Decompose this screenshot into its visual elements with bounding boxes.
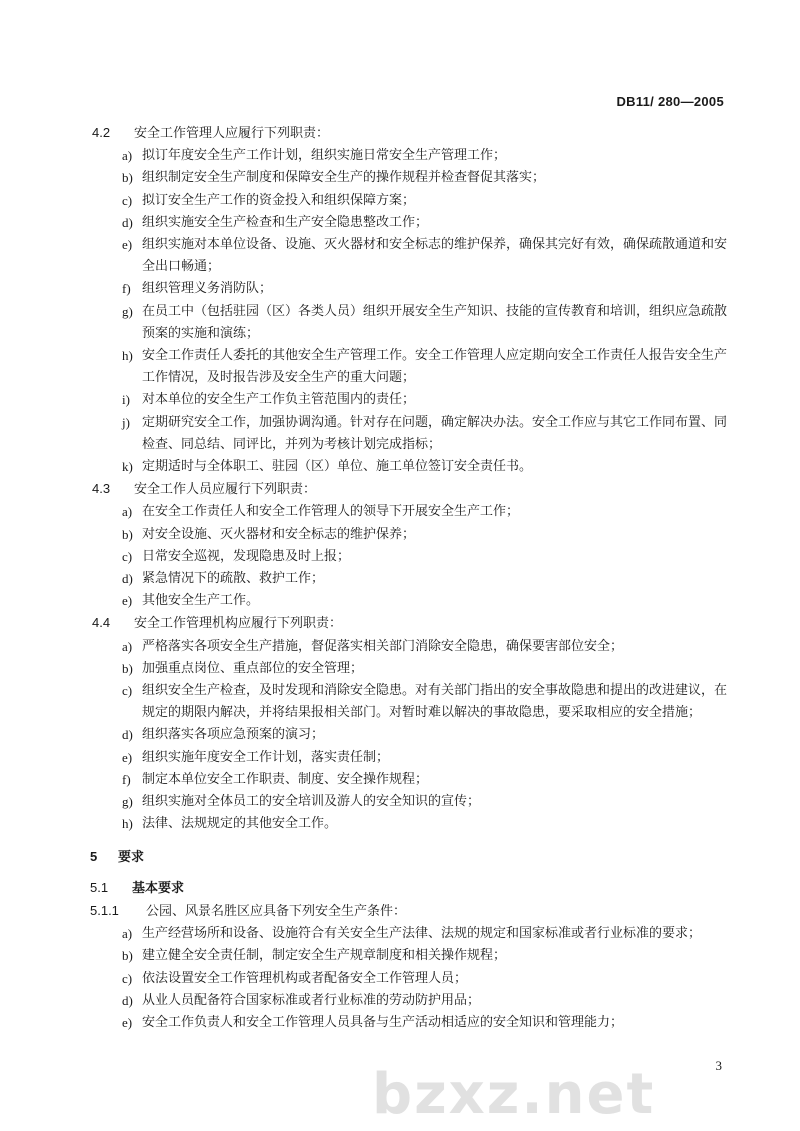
clause-number: 4.2 [92, 125, 111, 140]
list-item: i) 对本单位的安全生产工作负主管范围内的责任； [122, 392, 416, 408]
document-body [90, 122, 730, 1034]
clause-heading [90, 478, 730, 501]
standard-code: DB11/ 280—2005 [616, 94, 724, 109]
subsection-heading [90, 877, 730, 900]
list-item: c) 依法设置安全工作管理机构或者配备安全工作管理人员； [122, 970, 468, 986]
list-item: a) 严格落实各项安全生产措施，督促落实相关部门消除安全隐患，确保要害部位安全； [122, 638, 624, 654]
clause-heading [90, 612, 730, 635]
list-item: b) 建立健全安全责任制，制定安全生产规章制度和相关操作规程； [122, 948, 507, 964]
section-title: 要求 [118, 849, 145, 865]
section-heading [90, 846, 730, 869]
list-item: b) 组织制定安全生产制度和保障安全生产的操作规程并检查督促其落实； [122, 170, 546, 186]
list-item: h) 法律、法规规定的其他安全工作。 [122, 816, 338, 832]
subsection-number: 5.1 [90, 879, 109, 895]
list-item: d) 组织落实各项应急预案的演习； [122, 727, 325, 743]
list-item: g) 在员工中（包括驻园（区）各类人员）组织开展安全生产知识、技能的宣传教育和培训，组织应急疏散预案的实施和演练； [122, 303, 728, 341]
list-4-3 [90, 501, 730, 612]
clause-title: 安全工作人员应履行下列职责： [134, 482, 317, 498]
list-item: h) 安全工作责任人委托的其他安全生产管理工作。安全工作管理人应定期向安全工作责任人报告安全生产工作情况，及时报告涉及安全生产的重大问题； [122, 348, 728, 386]
section-number: 5 [90, 848, 98, 864]
watermark: bzxz.net [372, 1062, 656, 1127]
list-item: e) 组织实施年度安全工作计划，落实责任制； [122, 749, 390, 765]
clause-title: 安全工作管理机构应履行下列职责： [134, 616, 343, 632]
list-item: c) 拟订安全生产工作的资金投入和组织保障方案； [122, 192, 416, 208]
list-4-2 [90, 145, 730, 478]
clause-number: 4.3 [92, 481, 111, 497]
clause-heading [90, 122, 730, 145]
list-item: f) 制定本单位安全工作职责、制度、安全操作规程； [122, 771, 429, 787]
list-item: j) 定期研究安全工作，加强协调沟通。针对存在问题，确定解决办法。安全工作应与其它工作同布置、同检查、同总结、同评比，并列为考核计划完成指标； [122, 414, 728, 452]
subsection-title: 基本要求 [132, 880, 185, 896]
list-item: a) 拟订年度安全生产工作计划，组织实施日常安全生产管理工作； [122, 148, 507, 164]
list-item: d) 组织实施安全生产检查和生产安全隐患整改工作； [122, 214, 429, 230]
list-5-1-1 [90, 923, 730, 1034]
list-item: b) 对安全设施、灭火器材和安全标志的维护保养； [122, 526, 416, 542]
page-number: 3 [715, 1058, 722, 1073]
list-item: e) 组织实施对本单位设备、设施、灭火器材和安全标志的维护保养，确保其完好有效，确保疏散通道和安全出口畅通； [122, 237, 728, 275]
list-item: d) 从业人员配备符合国家标准或者行业标准的劳动防护用品； [122, 992, 481, 1008]
clause-title: 安全工作管理人应履行下列职责： [134, 126, 330, 141]
list-item: a) 在安全工作责任人和安全工作管理人的领导下开展安全生产工作； [122, 504, 520, 520]
list-item: d) 紧急情况下的疏散、救护工作； [122, 571, 325, 587]
list-item: c) 组织安全生产检查，及时发现和消除安全隐患。对有关部门指出的安全事故隐患和提出的改进建议，在规定的期限内解决，并将结果报相关部门。对暂时难以解决的事故隐患，要采取相应的安全措施； [122, 683, 728, 721]
clause-number: 5.1.1 [90, 902, 119, 918]
list-item: b) 加强重点岗位、重点部位的安全管理； [122, 660, 364, 676]
clause-title: 公园、风景名胜区应具备下列安全生产条件： [146, 903, 407, 919]
list-item: k) 定期适时与全体职工、驻园（区）单位、施工单位签订安全责任书。 [122, 459, 533, 475]
list-item: e) 其他安全生产工作。 [122, 593, 260, 609]
list-item: g) 组织实施对全体员工的安全培训及游人的安全知识的宣传； [122, 794, 481, 810]
clause-heading [90, 900, 730, 923]
list-4-4 [90, 636, 730, 836]
list-item: f) 组织管理义务消防队； [122, 281, 273, 297]
list-item: c) 日常安全巡视，发现隐患及时上报； [122, 548, 351, 564]
clause-number: 4.4 [92, 615, 111, 631]
list-item: a) 生产经营场所和设备、设施符合有关安全生产法律、法规的规定和国家标准或者行业标准的要求； [122, 926, 702, 942]
list-item: e) 安全工作负责人和安全工作管理人员具备与生产活动相适应的安全知识和管理能力； [122, 1014, 624, 1030]
